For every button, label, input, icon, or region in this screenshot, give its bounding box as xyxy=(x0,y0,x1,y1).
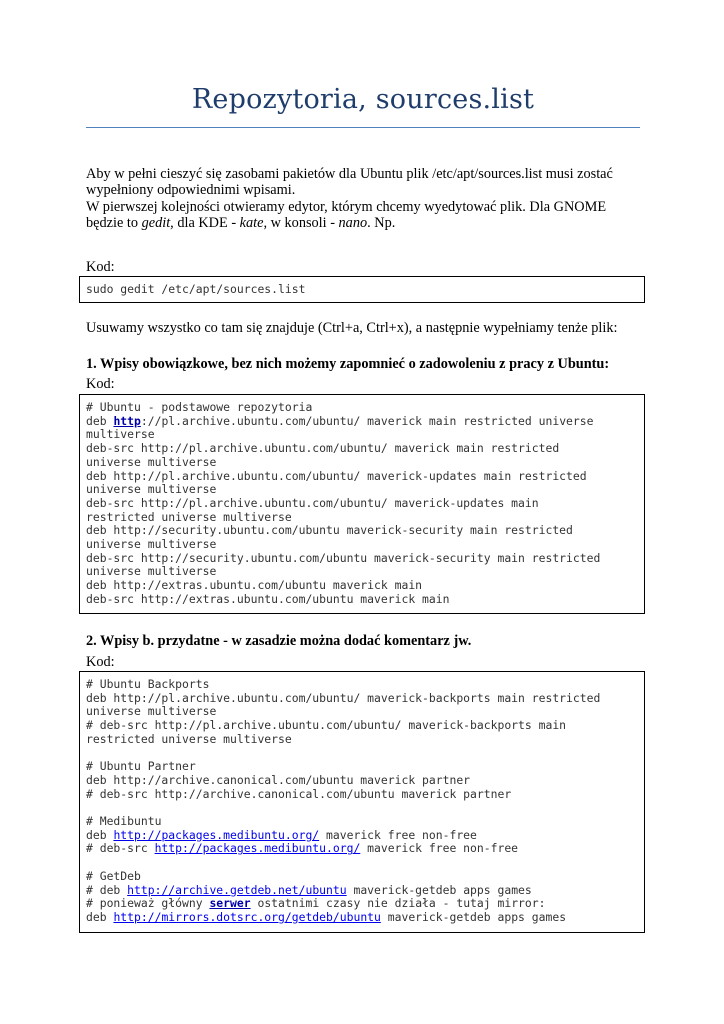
medibuntu-src-link[interactable]: http://packages.medibuntu.org/ xyxy=(154,841,361,856)
code-line: deb-src http://pl.archive.ubuntu.com/ubuntu/ maverick-updates main xyxy=(86,495,539,510)
code-line: universe multiverse xyxy=(86,704,217,719)
code-block-section2 xyxy=(79,671,645,933)
code-text: deb xyxy=(86,827,114,842)
code-text: maverick-getdeb apps games xyxy=(380,909,567,924)
code-line: deb http://extras.ubuntu.com/ubuntu maverick main xyxy=(86,578,423,593)
code-line: universe multiverse xyxy=(86,537,217,552)
code-line: universe multiverse xyxy=(86,454,217,469)
getdeb-link[interactable]: http://archive.getdeb.net/ubuntu xyxy=(127,882,347,897)
code-text: # deb-src xyxy=(86,841,155,856)
code-line: # deb-src http://archive.canonical.com/ubuntu maverick partner xyxy=(86,786,512,801)
instruction-text: Usuwamy wszystko co tam się znajduje (Ctrl+a, Ctrl+x), a następnie wypełniamy tenże plik: xyxy=(86,320,618,336)
code-line: # Medibuntu xyxy=(86,814,162,828)
blank-line xyxy=(86,856,638,870)
code-text: ostatnimi czasy nie działa - tutaj mirror: xyxy=(250,896,546,911)
intro-text: , dla KDE - xyxy=(170,214,240,231)
code-text: ://pl.archive.ubuntu.com/ubuntu/ maverick main restricted universe xyxy=(140,413,594,428)
code-line xyxy=(86,842,638,856)
code-line: # GetDeb xyxy=(86,868,141,883)
code-text: # deb xyxy=(86,882,128,897)
code-label: Kod: xyxy=(86,259,115,275)
code-line: multiverse xyxy=(86,427,155,442)
title-underline xyxy=(86,127,640,128)
page-title: Repozytoria, sources.list xyxy=(191,84,535,115)
section1-heading: 1. Wpisy obowiązkowe, bez nich możemy zapomnieć o zadowoleniu z pracy z Ubuntu: xyxy=(86,356,610,372)
code-line: universe multiverse xyxy=(86,482,217,497)
code-line: deb-src http://security.ubuntu.com/ubuntu maverick-security main restricted xyxy=(86,550,601,565)
code-line xyxy=(86,884,638,898)
code-line: # Ubuntu Backports xyxy=(86,677,210,691)
serwer-link[interactable]: serwer xyxy=(209,896,251,911)
code-text: maverick-getdeb apps games xyxy=(346,882,532,897)
section2-code-label: Kod: xyxy=(86,654,115,670)
code-block-command xyxy=(79,276,645,303)
code-line: # deb-src http://pl.archive.ubuntu.com/ubuntu/ maverick-backports main xyxy=(86,718,567,733)
intro-text: , w konsoli - xyxy=(263,214,339,231)
editor-nano: nano xyxy=(338,214,368,231)
code-line: deb http://security.ubuntu.com/ubuntu maverick-security main restricted xyxy=(86,523,573,538)
intro-paragraph xyxy=(86,166,646,231)
section1-code-label: Kod: xyxy=(86,376,115,392)
code-line xyxy=(86,897,638,911)
code-line: # Ubuntu Partner xyxy=(86,759,196,774)
code-line xyxy=(86,911,638,925)
intro-text: . Np. xyxy=(367,214,396,231)
code-text: # ponieważ główny xyxy=(86,896,210,911)
code-line: restricted universe multiverse xyxy=(86,731,292,746)
code-line: restricted universe multiverse xyxy=(86,509,292,524)
code-text: maverick free non-free xyxy=(319,827,477,842)
code-line: deb-src http://pl.archive.ubuntu.com/ubuntu/ maverick main restricted xyxy=(86,441,560,456)
code-line xyxy=(86,415,638,429)
code-line: deb-src http://extras.ubuntu.com/ubuntu maverick main xyxy=(86,591,450,606)
blank-line xyxy=(86,747,638,761)
blank-line xyxy=(86,801,638,815)
dotsrc-mirror-link[interactable]: http://mirrors.dotsrc.org/getdeb/ubuntu xyxy=(113,909,381,924)
code-text: maverick free non-free xyxy=(360,841,519,856)
code-block-section1 xyxy=(79,394,645,614)
intro-line: Aby w pełni cieszyć się zasobami pakietów dla Ubuntu plik /etc/apt/sources.list musi zostać xyxy=(86,166,613,182)
code-text: deb xyxy=(86,413,114,428)
code-text: deb xyxy=(86,909,114,924)
code-line xyxy=(86,829,638,843)
medibuntu-link[interactable]: http://packages.medibuntu.org/ xyxy=(113,827,320,842)
code-line: deb http://pl.archive.ubuntu.com/ubuntu/ maverick-backports main restricted xyxy=(86,690,601,705)
intro-text: będzie to xyxy=(86,214,142,231)
http-link[interactable]: http xyxy=(113,413,141,428)
intro-line: W pierwszej kolejności otwieramy edytor, którym chcemy wyedytować plik. Dla GNOME xyxy=(86,198,607,215)
code-line: sudo gedit /etc/apt/sources.list xyxy=(86,282,306,296)
code-line: universe multiverse xyxy=(86,564,217,579)
intro-line xyxy=(86,215,646,231)
editor-kate: kate xyxy=(239,214,264,231)
code-line: # Ubuntu - podstawowe repozytoria xyxy=(86,400,313,414)
section2-heading: 2. Wpisy b. przydatne - w zasadzie można dodać komentarz jw. xyxy=(86,633,472,649)
code-line: deb http://pl.archive.ubuntu.com/ubuntu/ maverick-updates main restricted xyxy=(86,468,587,483)
editor-gedit: gedit xyxy=(141,214,171,231)
intro-line: wypełniony odpowiednimi wpisami. xyxy=(86,182,296,199)
code-line: deb http://archive.canonical.com/ubuntu maverick partner xyxy=(86,772,471,787)
